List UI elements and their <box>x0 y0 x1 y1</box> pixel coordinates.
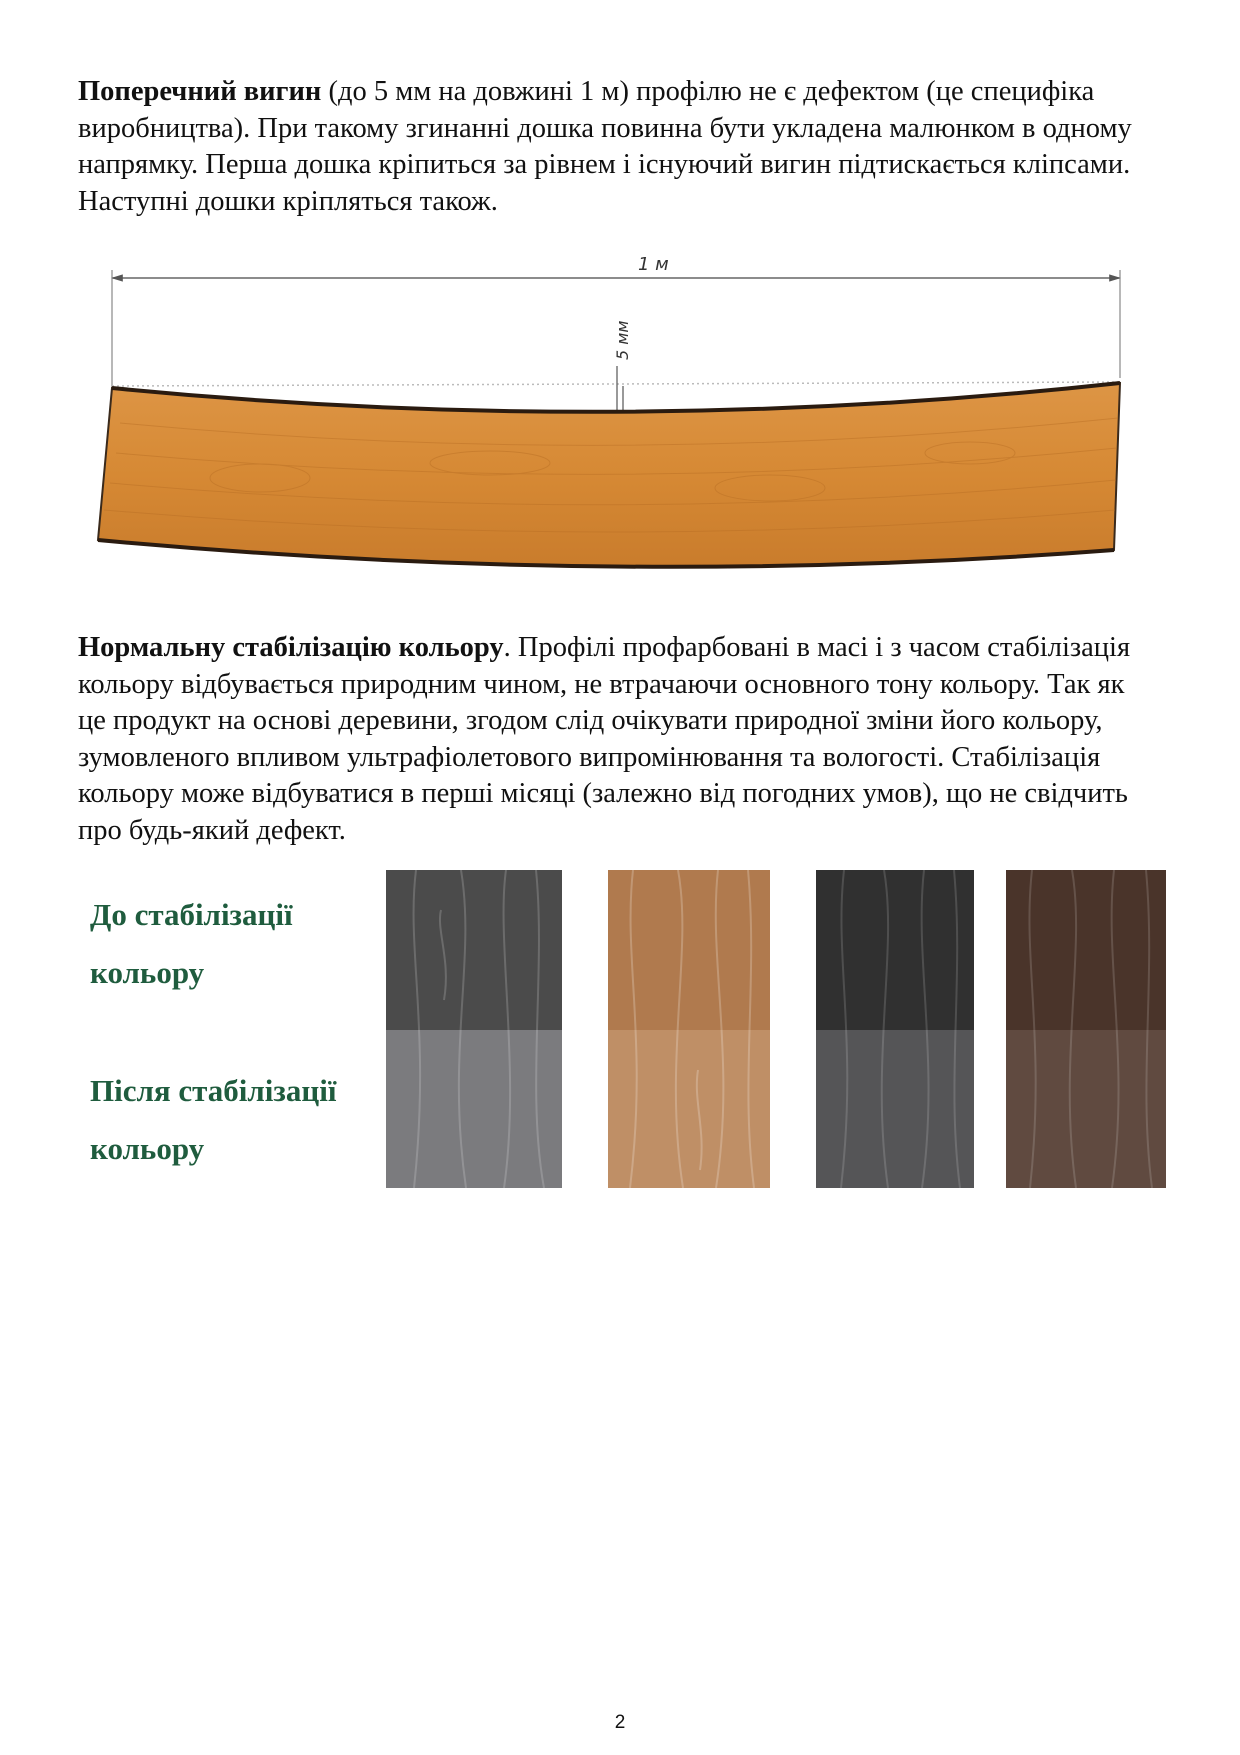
before-stabilization-label: До стабілізації кольору <box>90 897 293 990</box>
bend-text: (до 5 мм на довжині 1 м) профілю не є дефектом (це специфіка виробництва). При такому згинанні дошка повинна бути укладена малюнком в одному напрямку. Перша дошка кріпиться за рівнем і існуючий вигин підтискається кліпсами. Наступні дошки кріпляться також. <box>78 76 1132 217</box>
color-heading: Нормальну стабілізацію кольору <box>78 632 504 663</box>
swatch-teak <box>608 870 770 1188</box>
swatch-graphite-after <box>816 1030 974 1188</box>
swatch-graphite <box>816 870 974 1188</box>
length-label: 1 м <box>638 254 669 275</box>
board-bend-diagram <box>90 248 1170 570</box>
deflection-label: 5 мм <box>613 320 632 360</box>
bend-heading: Поперечний вигин <box>78 76 322 107</box>
swatch-grey-before <box>386 870 562 1030</box>
swatch-walnut <box>1006 870 1166 1188</box>
swatch-grey <box>386 870 562 1188</box>
after-stabilization-label: Після стабілізації кольору <box>90 1073 337 1166</box>
swatch-walnut-after <box>1006 1030 1166 1188</box>
bend-paragraph <box>78 74 1158 220</box>
color-text: . Профілі профарбовані в масі і з часом стабілізація кольору відбувається природним чином, не втрачаючи основного тону кольору. Так як це продукт на основі деревини, згодом слід очікувати природної зміни його кольору, зумовленого впливом ультрафіолетового випромінювання та вологості. Стабілізація кольору може відбуватися в перші місяці (залежно від погодних умов), що не свідчить про будь-який дефект. <box>78 632 1131 846</box>
swatch-graphite-before <box>816 870 974 1030</box>
color-paragraph <box>78 630 1158 849</box>
page-number: 2 <box>614 1712 626 1733</box>
